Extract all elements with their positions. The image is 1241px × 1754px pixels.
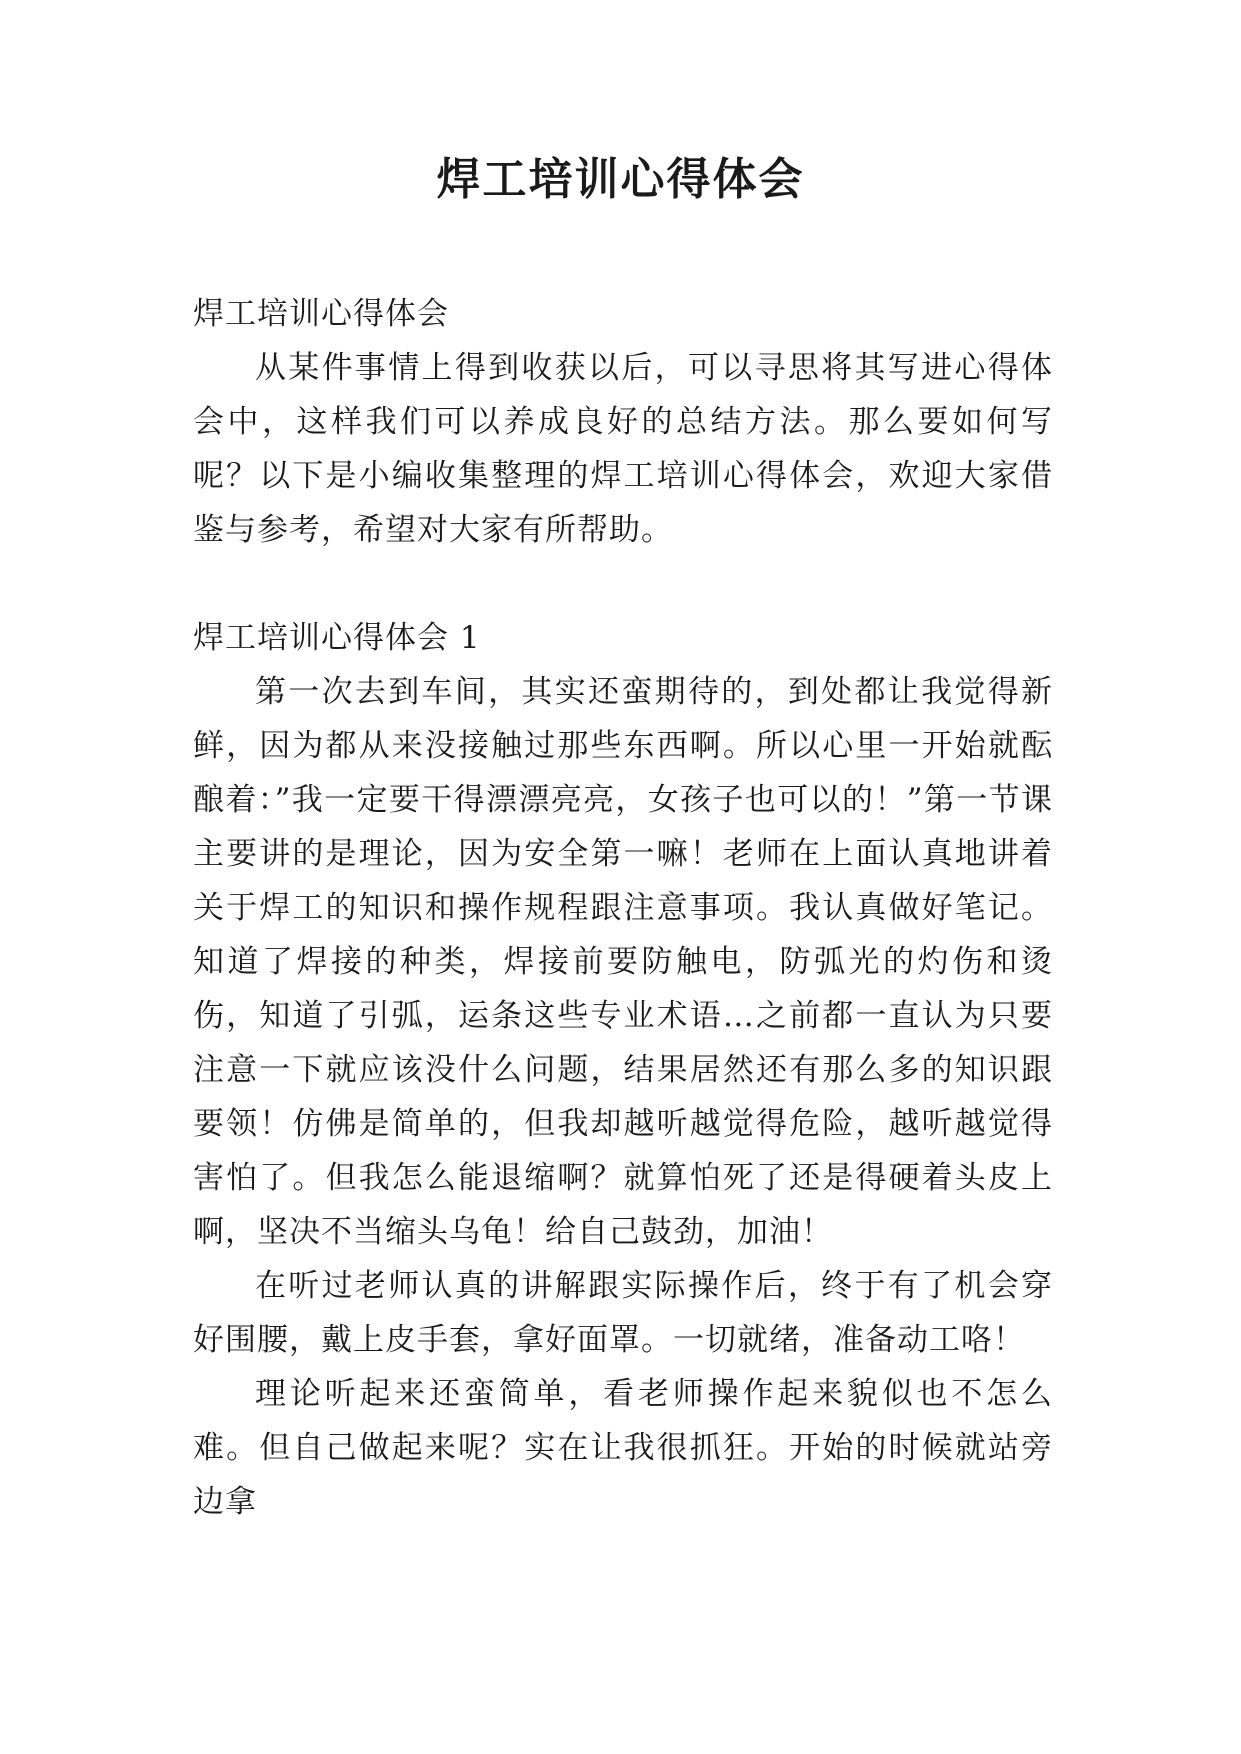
intro-paragraph: 从某件事情上得到收获以后，可以寻思将其写进心得体会中，这样我们可以养成良好的总结方法。那么要如何写呢？以下是小编收集整理的焊工培训心得体会，欢迎大家借鉴与参考，希望对大家有所帮助。 — [193, 350, 1053, 548]
section1-paragraph-2: 在听过老师认真的讲解跟实际操作后，终于有了机会穿好围腰，戴上皮手套，拿好面罩。一切就绪，准备动工咯！ — [193, 1268, 1053, 1358]
section-spacer — [193, 557, 1053, 611]
document-title: 焊工培训心得体会 — [436, 154, 805, 205]
document-body — [193, 287, 1053, 1529]
section1-paragraph-3: 理论听起来还蛮简单，看老师操作起来貌似也不怎么难。但自己做起来呢？实在让我很抓狂。开始的时候就站旁边拿 — [193, 1376, 1053, 1520]
intro-heading: 焊工培训心得体会 — [193, 296, 449, 332]
section1-heading: 焊工培训心得体会 1 — [193, 620, 481, 656]
section1-paragraph-1: 第一次去到车间，其实还蛮期待的，到处都让我觉得新鲜，因为都从来没接触过那些东西啊。所以心里一开始就酝酿着：”我一定要干得漂漂亮亮，女孩子也可以的！”第一节课主要讲的是理论，因为安全第一嘛！老师在上面认真地讲着关于焊工的知识和操作规程跟注意事项。我认真做好笔记。知道了焊接的种类，焊接前要防触电，防弧光的灼伤和烫伤，知道了引弧，运条这些专业术语…之前都一直认为只要注意一下就应该没什么问题，结果居然还有那么多的知识跟要领！仿佛是简单的，但我却越听越觉得危险，越听越觉得害怕了。但我怎么能退缩啊？就算怕死了还是得硬着头皮上啊，坚决不当缩头乌龟！给自己鼓劲，加油！ — [193, 674, 1053, 1250]
